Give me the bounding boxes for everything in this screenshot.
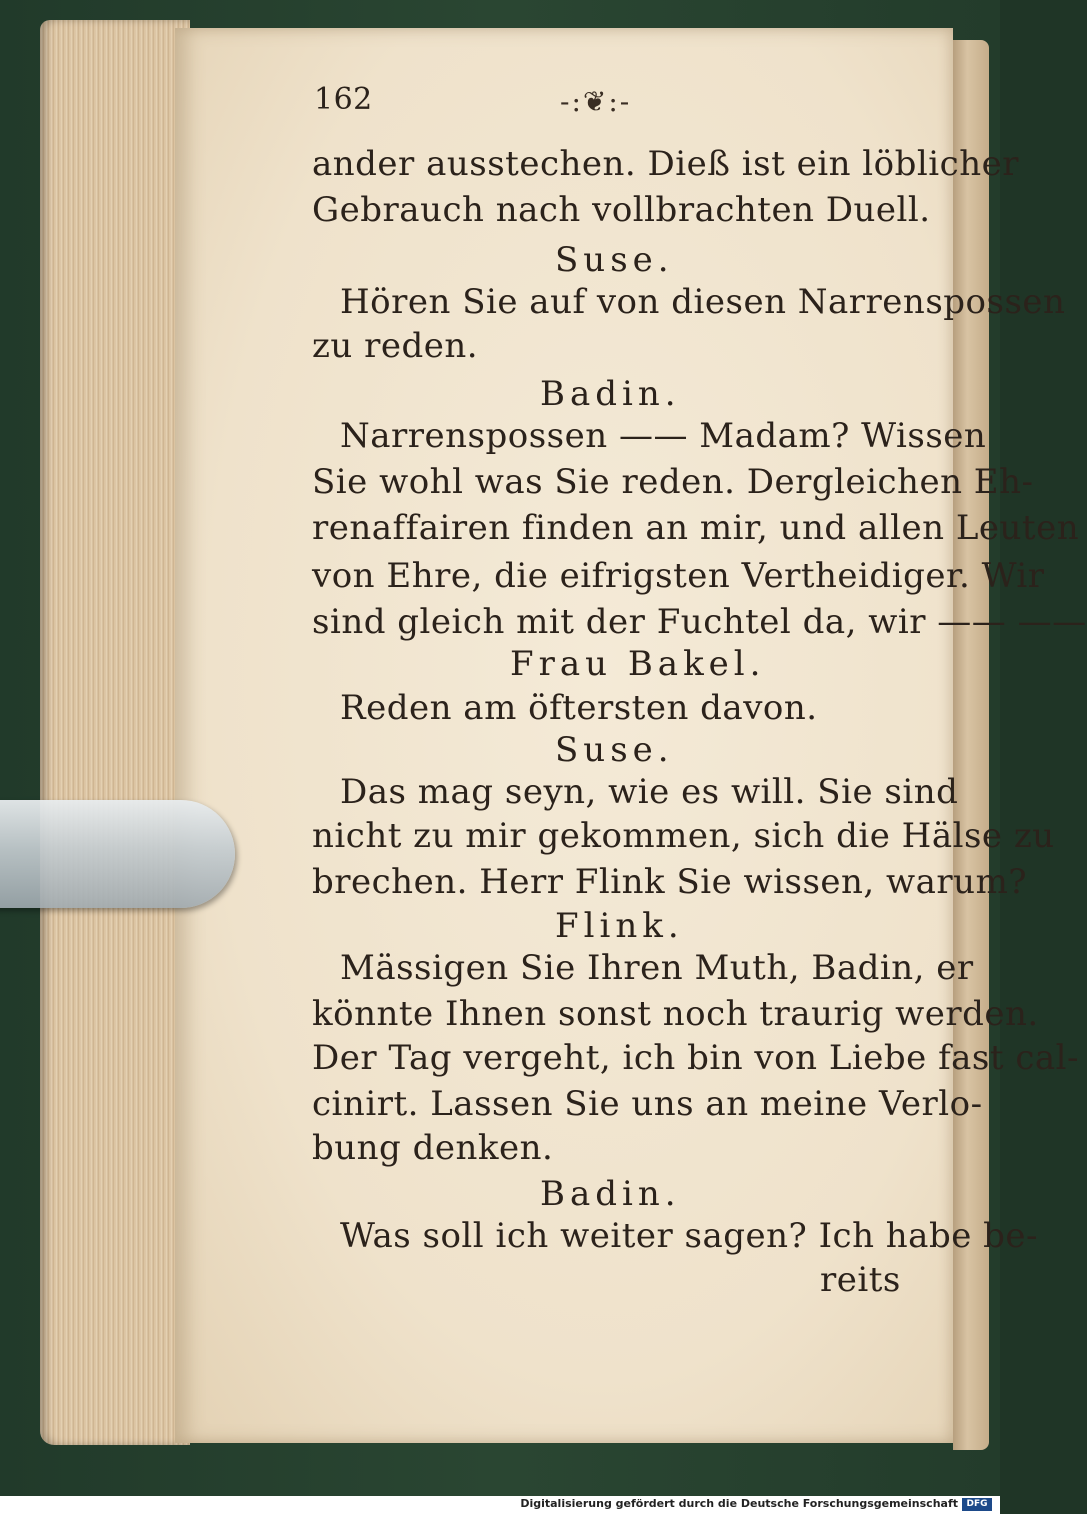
footer-credit: Digitalisierung gefördert durch die Deutsche Forschungsgemeinschaft [520,1497,958,1510]
text-line: renaffairen finden an mir, und allen Leuten [312,508,1080,548]
text-line: cinirt. Lassen Sie uns an meine Verlo- [312,1084,983,1124]
text-line: bung denken. [312,1128,554,1168]
speaker-name: Badin. [540,374,681,414]
speaker-name: Badin. [540,1174,681,1214]
speaker-name: Suse. [555,240,674,280]
speaker-name: Suse. [555,730,674,770]
text-line: Was soll ich weiter sagen? Ich habe be- [340,1216,1039,1256]
text-line: Hören Sie auf von diesen Narrenspossen [340,282,1066,322]
text-line: nicht zu mir gekommen, sich die Hälse zu [312,816,1055,856]
text-line: Der Tag vergeht, ich bin von Liebe fast cal- [312,1038,1080,1078]
text-line: sind gleich mit der Fuchtel da, wir —— —— [312,602,1087,642]
speaker-name: Flink. [555,906,684,946]
text-line: Mässigen Sie Ihren Muth, Badin, er [340,948,974,988]
speaker-name: Frau Bakel. [510,644,766,684]
page-holder-clip [0,800,235,908]
text-line: Das mag seyn, wie es will. Sie sind [340,772,959,812]
text-line: Gebrauch nach vollbrachten Duell. [312,190,931,230]
text-line: könnte Ihnen sonst noch traurig werden. [312,994,1039,1034]
catchword: reits [820,1260,901,1300]
text-line: Sie wohl was Sie reden. Dergleichen Eh- [312,462,1034,502]
page-number: 162 [314,82,373,117]
text-line: von Ehre, die eifrigsten Vertheidiger. Wir [312,556,1045,596]
text-line: brechen. Herr Flink Sie wissen, warum? [312,862,1028,902]
text-line: Narrenspossen —— Madam? Wissen [340,416,987,456]
text-line: Reden am öftersten davon. [340,688,818,728]
header-ornament: -:❦:- [560,85,632,118]
text-line: zu reden. [312,326,479,366]
text-line: ander ausstechen. Dieß ist ein löblicher [312,144,1019,184]
dfg-logo: DFG [962,1498,992,1511]
book-page-edges [40,20,190,1445]
